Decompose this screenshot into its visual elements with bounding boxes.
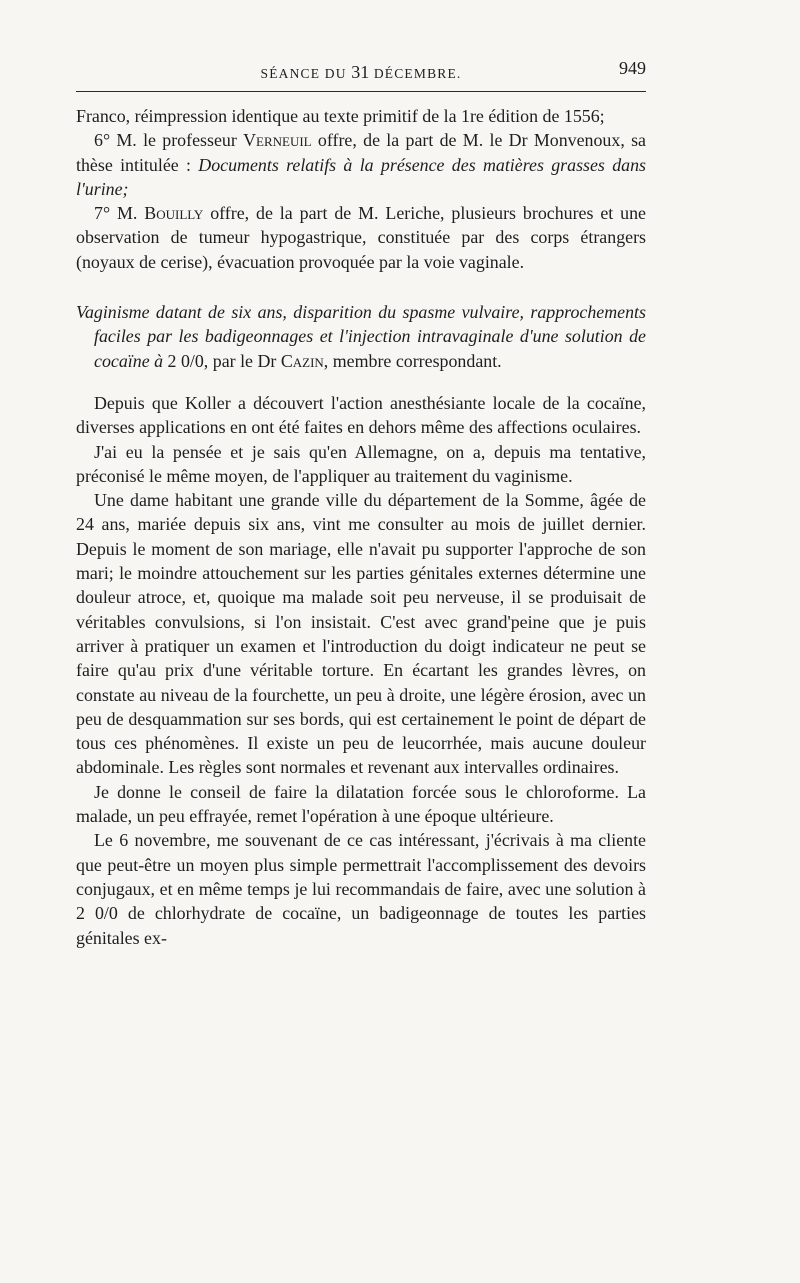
- list-item-6-mid: offre, de la part de M. le Dr Monvenoux, sa thèse intitulée :: [76, 130, 646, 175]
- page-number: 949: [619, 58, 646, 78]
- thesis-title: Documents relatifs à la présence des matières grasses dans l'urine;: [76, 154, 647, 199]
- article-title-plain: 2 0/0, par le Dr: [167, 350, 281, 371]
- intro-line: Franco, réimpression identique au texte primitif de la 1re édition de 1556;: [76, 106, 605, 126]
- header-rule: [76, 91, 646, 92]
- article-author: Cazin: [280, 350, 324, 371]
- paragraph: J'ai eu la pensée et je sais qu'en Allemagne, on a, depuis ma tentative, préconisé le même moyen, de l'appliquer au traitement du vaginisme.: [76, 441, 646, 486]
- list-item-6-prefix: 6° M. le professeur: [94, 130, 244, 151]
- person-name-bouilly: Bouilly: [144, 203, 204, 224]
- paragraph: Depuis que Koller a découvert l'action anesthésiante locale de la cocaïne, diverses applications en ont été faites en dehors même des affections oculaires.: [76, 392, 646, 438]
- paragraph: Je donne le conseil de faire la dilatation forcée sous le chloroforme. La malade, un peu effrayée, remet l'opération à une époque ultérieure.: [76, 781, 646, 827]
- article-title: [76, 300, 646, 373]
- running-title-date: 31: [351, 62, 370, 82]
- list-item-6: [76, 128, 646, 201]
- section-gap: [76, 274, 646, 300]
- running-title: [76, 62, 646, 83]
- article-title-italic: Vaginisme datant de six ans, disparition du spasme vulvaire, rapprochements faciles par les badigeonnages et l'injection intravaginale d'une solution de cocaïne à: [76, 302, 646, 371]
- paragraph: Une dame habitant une grande ville du département de la Somme, âgée de 24 ans, mariée depuis six ans, vint me consulter au mois de juillet dernier. Depuis le moment de son mariage, elle n'avait pu supporter l'approche de son mari; le moindre attouchement sur les parties génitales externes détermine une douleur atroce, et, quoique ma malade soit peu nerveuse, il se produisait de véritables convulsions, si l'on insistait. C'est avec grand'peine que je puis arriver à pratiquer un examen et l'introduction du doigt indicateur ne peut se faire qu'au prix d'une véritable torture. En écartant les grandes lèvres, on constate au niveau de la fourchette, un peu à droite, une légère érosion, avec un peu de desquammation sur ses bords, qui est certainement le point de départ de tous ces phénomènes. Il existe un peu de leucorrhée, mais aucune douleur abdominale. Les règles sont normales et revenant aux intervalles ordinaires.: [76, 490, 646, 778]
- article-title-end: , membre correspondant.: [323, 350, 502, 371]
- paragraph: Le 6 novembre, me souvenant de ce cas intéressant, j'écrivais à ma cliente que peut-être un moyen plus simple permettrait l'accomplissement des devoirs conjugaux, et en même temps je lui recommandais de faire, avec une solution à 2 0/0 de chlorhydrate de cocaïne, un badigeonnage de toutes les parties génitales ex-: [76, 830, 646, 948]
- running-header: [76, 58, 646, 84]
- person-name-verneuil: Verneuil: [243, 130, 312, 151]
- running-title-prefix: SÉANCE DU: [260, 66, 352, 81]
- list-item-7-prefix: 7° M.: [94, 203, 145, 224]
- section-gap: [76, 373, 646, 391]
- list-item-7: [76, 201, 646, 274]
- running-title-suffix: DÉCEMBRE.: [369, 66, 462, 81]
- list-item-7-rest: offre, de la part de M. Leriche, plusieurs brochures et une observation de tumeur hypogastrique, constituée par des corps étrangers (noyaux de cerise), évacuation provoquée par la voie vaginale.: [76, 203, 646, 272]
- page-body: [76, 104, 646, 950]
